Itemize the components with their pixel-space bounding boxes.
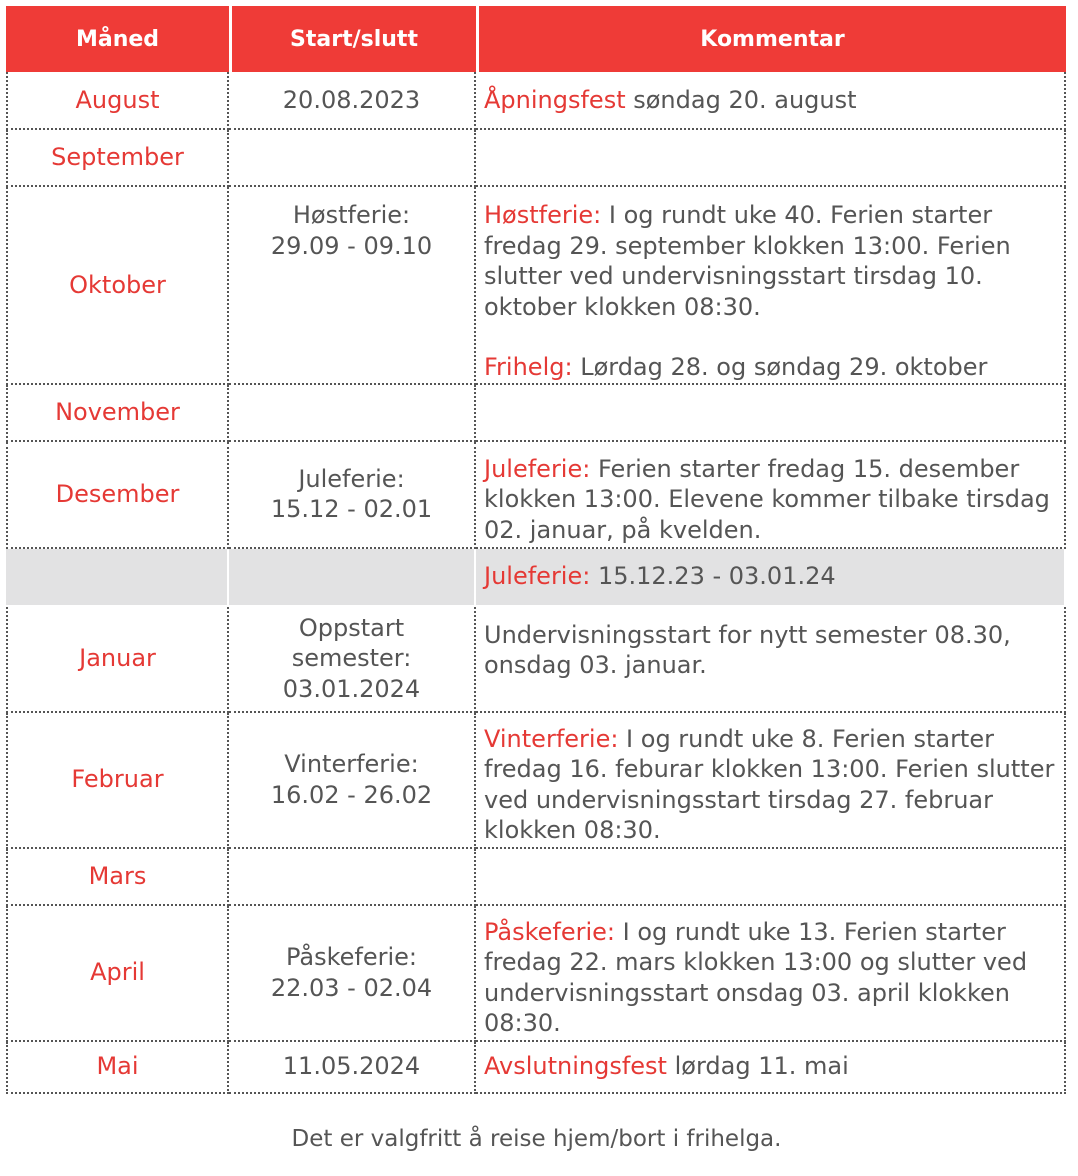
period-cell: [229, 442, 476, 549]
holiday-band-row: [6, 549, 1066, 607]
comment-label: Vinterferie:: [484, 724, 619, 753]
table-row: [6, 607, 1066, 713]
period-line: 22.03 - 02.04: [270, 973, 433, 1002]
period-line: 15.12 - 02.01: [270, 495, 433, 523]
comment-label: Avslutningsfest: [484, 1052, 667, 1081]
month-cell: Mai: [6, 1042, 229, 1094]
comment-cell: [476, 72, 1066, 130]
comment-text: Lørdag 28. og søndag 29. oktober: [572, 353, 988, 381]
comment-label: Juleferie:: [484, 562, 591, 591]
comment-text: Undervisningsstart for nytt semester 08.30, onsdag 03. januar.: [484, 620, 1011, 679]
month-cell: November: [6, 385, 229, 442]
month-cell: Desember: [6, 442, 229, 549]
comment-text: Ferien starter fredag 15. desember klokken 13:00. Elevene kommer tilbake tirsdag 02. januar, på kvelden.: [484, 454, 1050, 544]
comment-cell: [476, 187, 1066, 385]
period-line: 29.09 - 09.10: [270, 231, 433, 260]
comment-label: Frihelg:: [484, 353, 573, 381]
table-row: [6, 385, 1066, 442]
comment-cell: [476, 549, 1066, 607]
period-cell: [229, 713, 476, 849]
header-row: [6, 6, 1066, 72]
period-line: 16.02 - 26.02: [270, 780, 433, 809]
comment-text: I og rundt uke 8. Ferien starter fredag 16. feburar klokken 13:00. Ferien slutter ved undervisningsstart tirsdag 27. februar klokken 08:30.: [484, 724, 1055, 844]
table-row: [6, 713, 1066, 849]
period-cell: 11.05.2024: [229, 1042, 476, 1094]
school-calendar-table: [6, 6, 1066, 1094]
comment-label: Påskeferie:: [484, 917, 616, 946]
comment-text: I og rundt uke 40. Ferien starter fredag 29. september klokken 13:00. Ferien slutter ved undervisningsstart tirsdag 10. oktober klokken 08:30.: [484, 201, 1011, 321]
month-cell: April: [6, 906, 229, 1042]
month-cell: September: [6, 130, 229, 187]
month-cell: August: [6, 72, 229, 130]
period-cell: 20.08.2023: [229, 72, 476, 130]
comment-text: 15.12.23 - 03.01.24: [590, 562, 836, 591]
period-cell: [229, 187, 476, 385]
period-cell: [229, 607, 476, 713]
comment-cell: [476, 849, 1066, 906]
header-month: Måned: [6, 6, 229, 72]
comment-label: Juleferie:: [484, 454, 591, 483]
period-cell: [229, 849, 476, 906]
comment-cell: [476, 713, 1066, 849]
period-line: Vinterferie:: [284, 750, 419, 778]
comment-cell: [476, 442, 1066, 549]
period-line: Høstferie:: [292, 201, 411, 229]
comment-label: Høstferie:: [484, 201, 602, 229]
table-row: [6, 187, 1066, 385]
comment-cell: [476, 385, 1066, 442]
period-line: Oppstart: [298, 613, 405, 642]
month-cell: Januar: [6, 607, 229, 713]
table-row: [6, 906, 1066, 1042]
comment-label: Åpningsfest: [484, 85, 626, 114]
table-row: [6, 1042, 1066, 1094]
comment-cell: [476, 1042, 1066, 1094]
period-line: 03.01.2024: [282, 674, 421, 703]
period-cell: [229, 906, 476, 1042]
period-line: semester:: [291, 644, 412, 673]
comment-cell: [476, 130, 1066, 187]
table-row: [6, 130, 1066, 187]
table-row: [6, 72, 1066, 130]
period-line: Juleferie:: [298, 464, 405, 493]
month-cell: Februar: [6, 713, 229, 849]
table-row: [6, 442, 1066, 549]
month-cell: Oktober: [6, 187, 229, 385]
period-cell: [229, 549, 476, 607]
comment-cell: [476, 906, 1066, 1042]
footer-note: Det er valgfritt å reise hjem/bort i frihelga.: [291, 1126, 782, 1152]
comment-cell: [476, 607, 1066, 713]
period-cell: [229, 130, 476, 187]
header-period: Start/slutt: [229, 6, 476, 72]
table-row: [6, 849, 1066, 906]
period-cell: [229, 385, 476, 442]
header-comment: Kommentar: [476, 6, 1066, 72]
comment-text: lørdag 11. mai: [666, 1052, 849, 1081]
comment-text: I og rundt uke 13. Ferien starter fredag 22. mars klokken 13:00 og slutter ved undervisningsstart onsdag 03. april klokken 08:30.: [484, 917, 1028, 1037]
comment-text: søndag 20. august: [625, 85, 857, 114]
month-cell: Mars: [6, 849, 229, 906]
month-cell: [6, 549, 229, 607]
period-line: Påskeferie:: [285, 943, 417, 971]
